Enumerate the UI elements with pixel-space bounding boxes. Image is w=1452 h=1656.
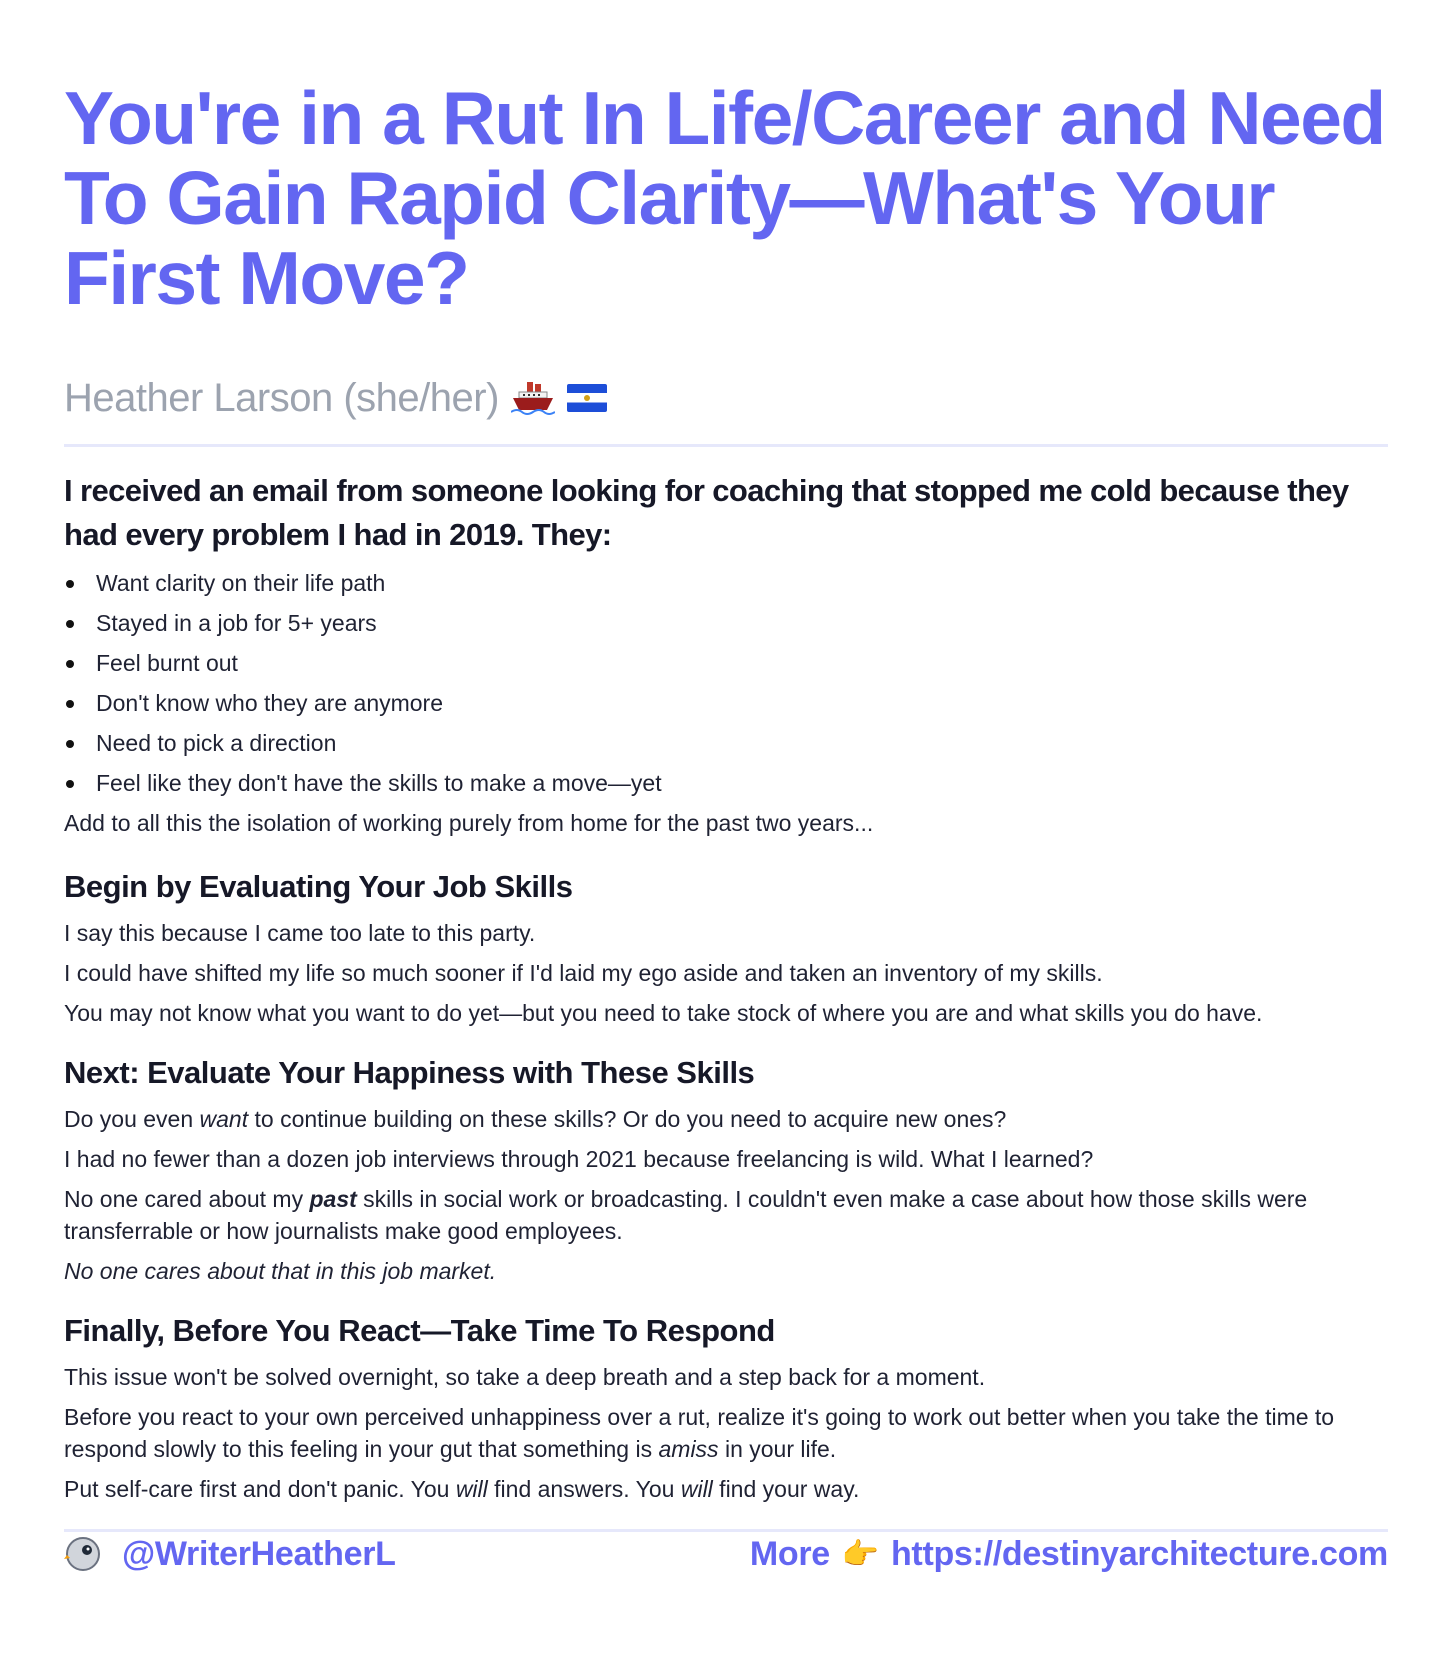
footer bbox=[64, 1526, 1388, 1582]
paragraph: Do you even want to continue building on these skills? Or do you need to acquire new ones? bbox=[64, 1106, 1007, 1132]
section-heading-happiness: Next: Evaluate Your Happiness with These Skills bbox=[64, 1055, 755, 1090]
list-item: Don't know who they are anymore bbox=[64, 683, 1388, 723]
footer-more[interactable] bbox=[750, 1535, 1388, 1574]
website-link[interactable]: https://destinyarchitecture.com bbox=[890, 1534, 1388, 1573]
list-item: Feel like they don't have the skills to make a move—yet bbox=[64, 763, 1388, 803]
list-item: Want clarity on their life path bbox=[64, 563, 1388, 603]
article-title: You're in a Rut In Life/Career and Need To Gain Rapid Clarity—What's Your First Move? bbox=[64, 76, 1385, 320]
twitter-handle-link[interactable]: @WriterHeatherL bbox=[122, 1534, 396, 1573]
paragraph: I say this because I came too late to this party. bbox=[64, 920, 536, 946]
paragraph: This issue won't be solved overnight, so take a deep breath and a step back for a moment. bbox=[64, 1364, 986, 1390]
pointing-hand-icon: 👉 bbox=[841, 1537, 879, 1571]
emphasis: will bbox=[680, 1476, 713, 1502]
author-line bbox=[64, 370, 1388, 426]
paragraph: You may not know what you want to do yet—but you need to take stock of where you are and what skills you do have. bbox=[64, 1000, 1263, 1026]
bird-icon bbox=[64, 1535, 102, 1573]
isolation-paragraph: Add to all this the isolation of working purely from home for the past two years... bbox=[64, 810, 874, 836]
more-label: More bbox=[749, 1534, 830, 1573]
list-item: Need to pick a direction bbox=[64, 723, 1388, 763]
ship-icon bbox=[511, 378, 555, 418]
paragraph: No one cared about my past skills in social work or broadcasting. I couldn't even make a case about how those skills were transferrable or how journalists make good employees. bbox=[64, 1186, 1308, 1244]
emphasis: will bbox=[455, 1476, 488, 1502]
paragraph: Before you react to your own perceived unhappiness over a rut, realize it's going to work out better when you take the time to respond slowly to this feeling in your gut that something is amiss in your life. bbox=[64, 1404, 1335, 1462]
top-divider bbox=[64, 444, 1388, 447]
list-item: Stayed in a job for 5+ years bbox=[64, 603, 1388, 643]
section-heading-job-skills: Begin by Evaluating Your Job Skills bbox=[64, 869, 573, 904]
author-name: Heather Larson (she/her) bbox=[64, 375, 499, 420]
italic-paragraph: No one cares about that in this job market. bbox=[64, 1258, 497, 1284]
problem-list bbox=[64, 563, 1388, 803]
paragraph: Put self-care first and don't panic. You will find answers. You will find your way. bbox=[64, 1476, 860, 1502]
emphasis: past bbox=[309, 1186, 357, 1212]
emphasis: want bbox=[199, 1106, 249, 1132]
emphasis: amiss bbox=[658, 1436, 719, 1462]
paragraph: I had no fewer than a dozen job interviews through 2021 because freelancing is wild. What I learned? bbox=[64, 1146, 1094, 1172]
list-item: Feel burnt out bbox=[64, 643, 1388, 683]
lede-paragraph: I received an email from someone looking for coaching that stopped me cold because they had every problem I had in 2019. They: bbox=[64, 473, 1349, 552]
paragraph: I could have shifted my life so much sooner if I'd laid my ego aside and taken an inventory of my skills. bbox=[64, 960, 1103, 986]
el-salvador-flag-icon bbox=[567, 384, 607, 412]
footer-handle[interactable] bbox=[64, 1535, 396, 1574]
section-heading-respond: Finally, Before You React—Take Time To Respond bbox=[64, 1313, 775, 1348]
